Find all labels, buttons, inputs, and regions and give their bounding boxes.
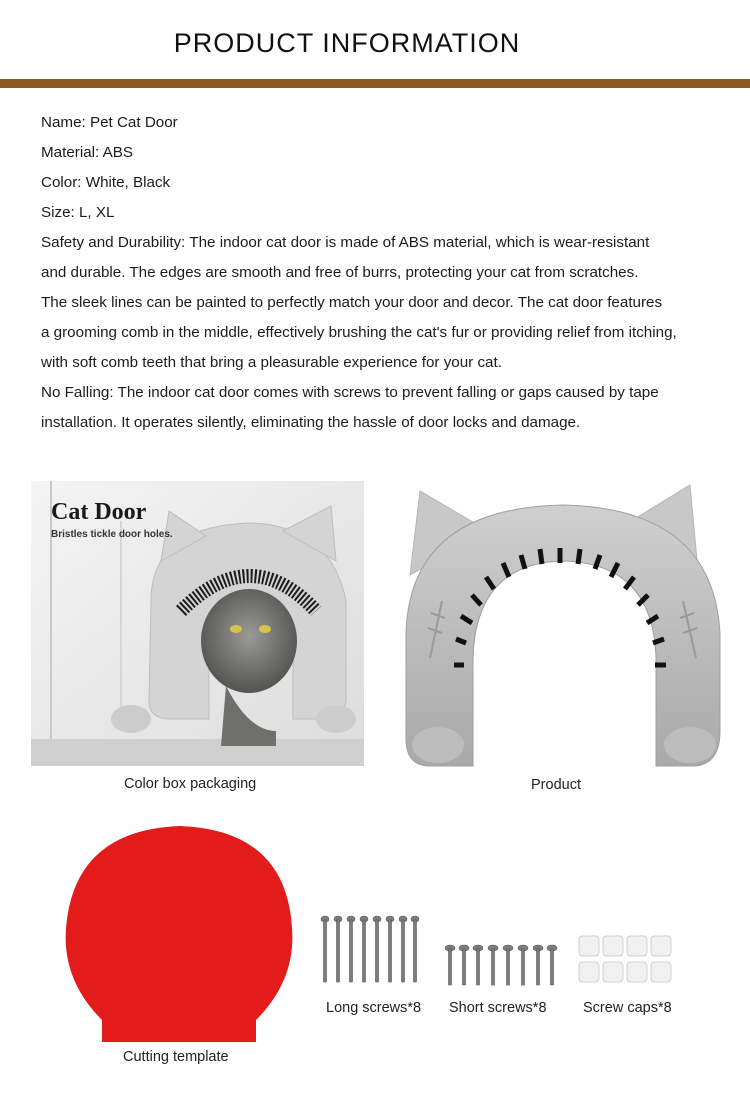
spec-line: Color: White, Black	[41, 174, 171, 191]
caption-long-screws: Long screws*8	[326, 1000, 422, 1016]
spec-line: Size: L, XL	[41, 204, 115, 221]
caption-product: Product	[531, 777, 581, 793]
color-box-image	[31, 481, 364, 766]
spec-line: with soft comb teeth that bring a pleasurable experience for your cat.	[41, 354, 502, 371]
screw-caps-image	[576, 934, 674, 990]
caption-color-box: Color box packaging	[124, 776, 257, 792]
title-divider	[0, 79, 750, 88]
spec-line: Name: Pet Cat Door	[41, 114, 178, 131]
page-title: PRODUCT INFORMATION	[173, 28, 521, 58]
spec-line: a grooming comb in the middle, effectively brushing the cat's fur or providing relief from itching,	[41, 324, 677, 341]
spec-line: Safety and Durability: The indoor cat door is made of ABS material, which is wear-resistant	[41, 234, 650, 251]
spec-list	[41, 108, 731, 438]
long-screws-image	[318, 915, 422, 985]
short-screws-image	[443, 944, 559, 988]
caption-cutting-template: Cutting template	[123, 1049, 229, 1065]
cutting-template-image	[62, 820, 294, 1042]
caption-screw-caps: Screw caps*8	[583, 1000, 672, 1016]
spec-line: installation. It operates silently, eliminating the hassle of door locks and damage.	[41, 414, 581, 431]
spec-line: Material: ABS	[41, 144, 134, 161]
caption-short-screws: Short screws*8	[449, 1000, 547, 1016]
box-subtitle: Bristles tickle door holes.	[51, 529, 173, 540]
spec-line: No Falling: The indoor cat door comes with screws to prevent falling or gaps caused by tape	[41, 384, 659, 401]
box-title: Cat Door	[51, 499, 147, 525]
product-image	[398, 483, 730, 770]
spec-line: and durable. The edges are smooth and free of burrs, protecting your cat from scratches.	[41, 264, 639, 281]
spec-line: The sleek lines can be painted to perfectly match your door and decor. The cat door features	[41, 294, 663, 311]
